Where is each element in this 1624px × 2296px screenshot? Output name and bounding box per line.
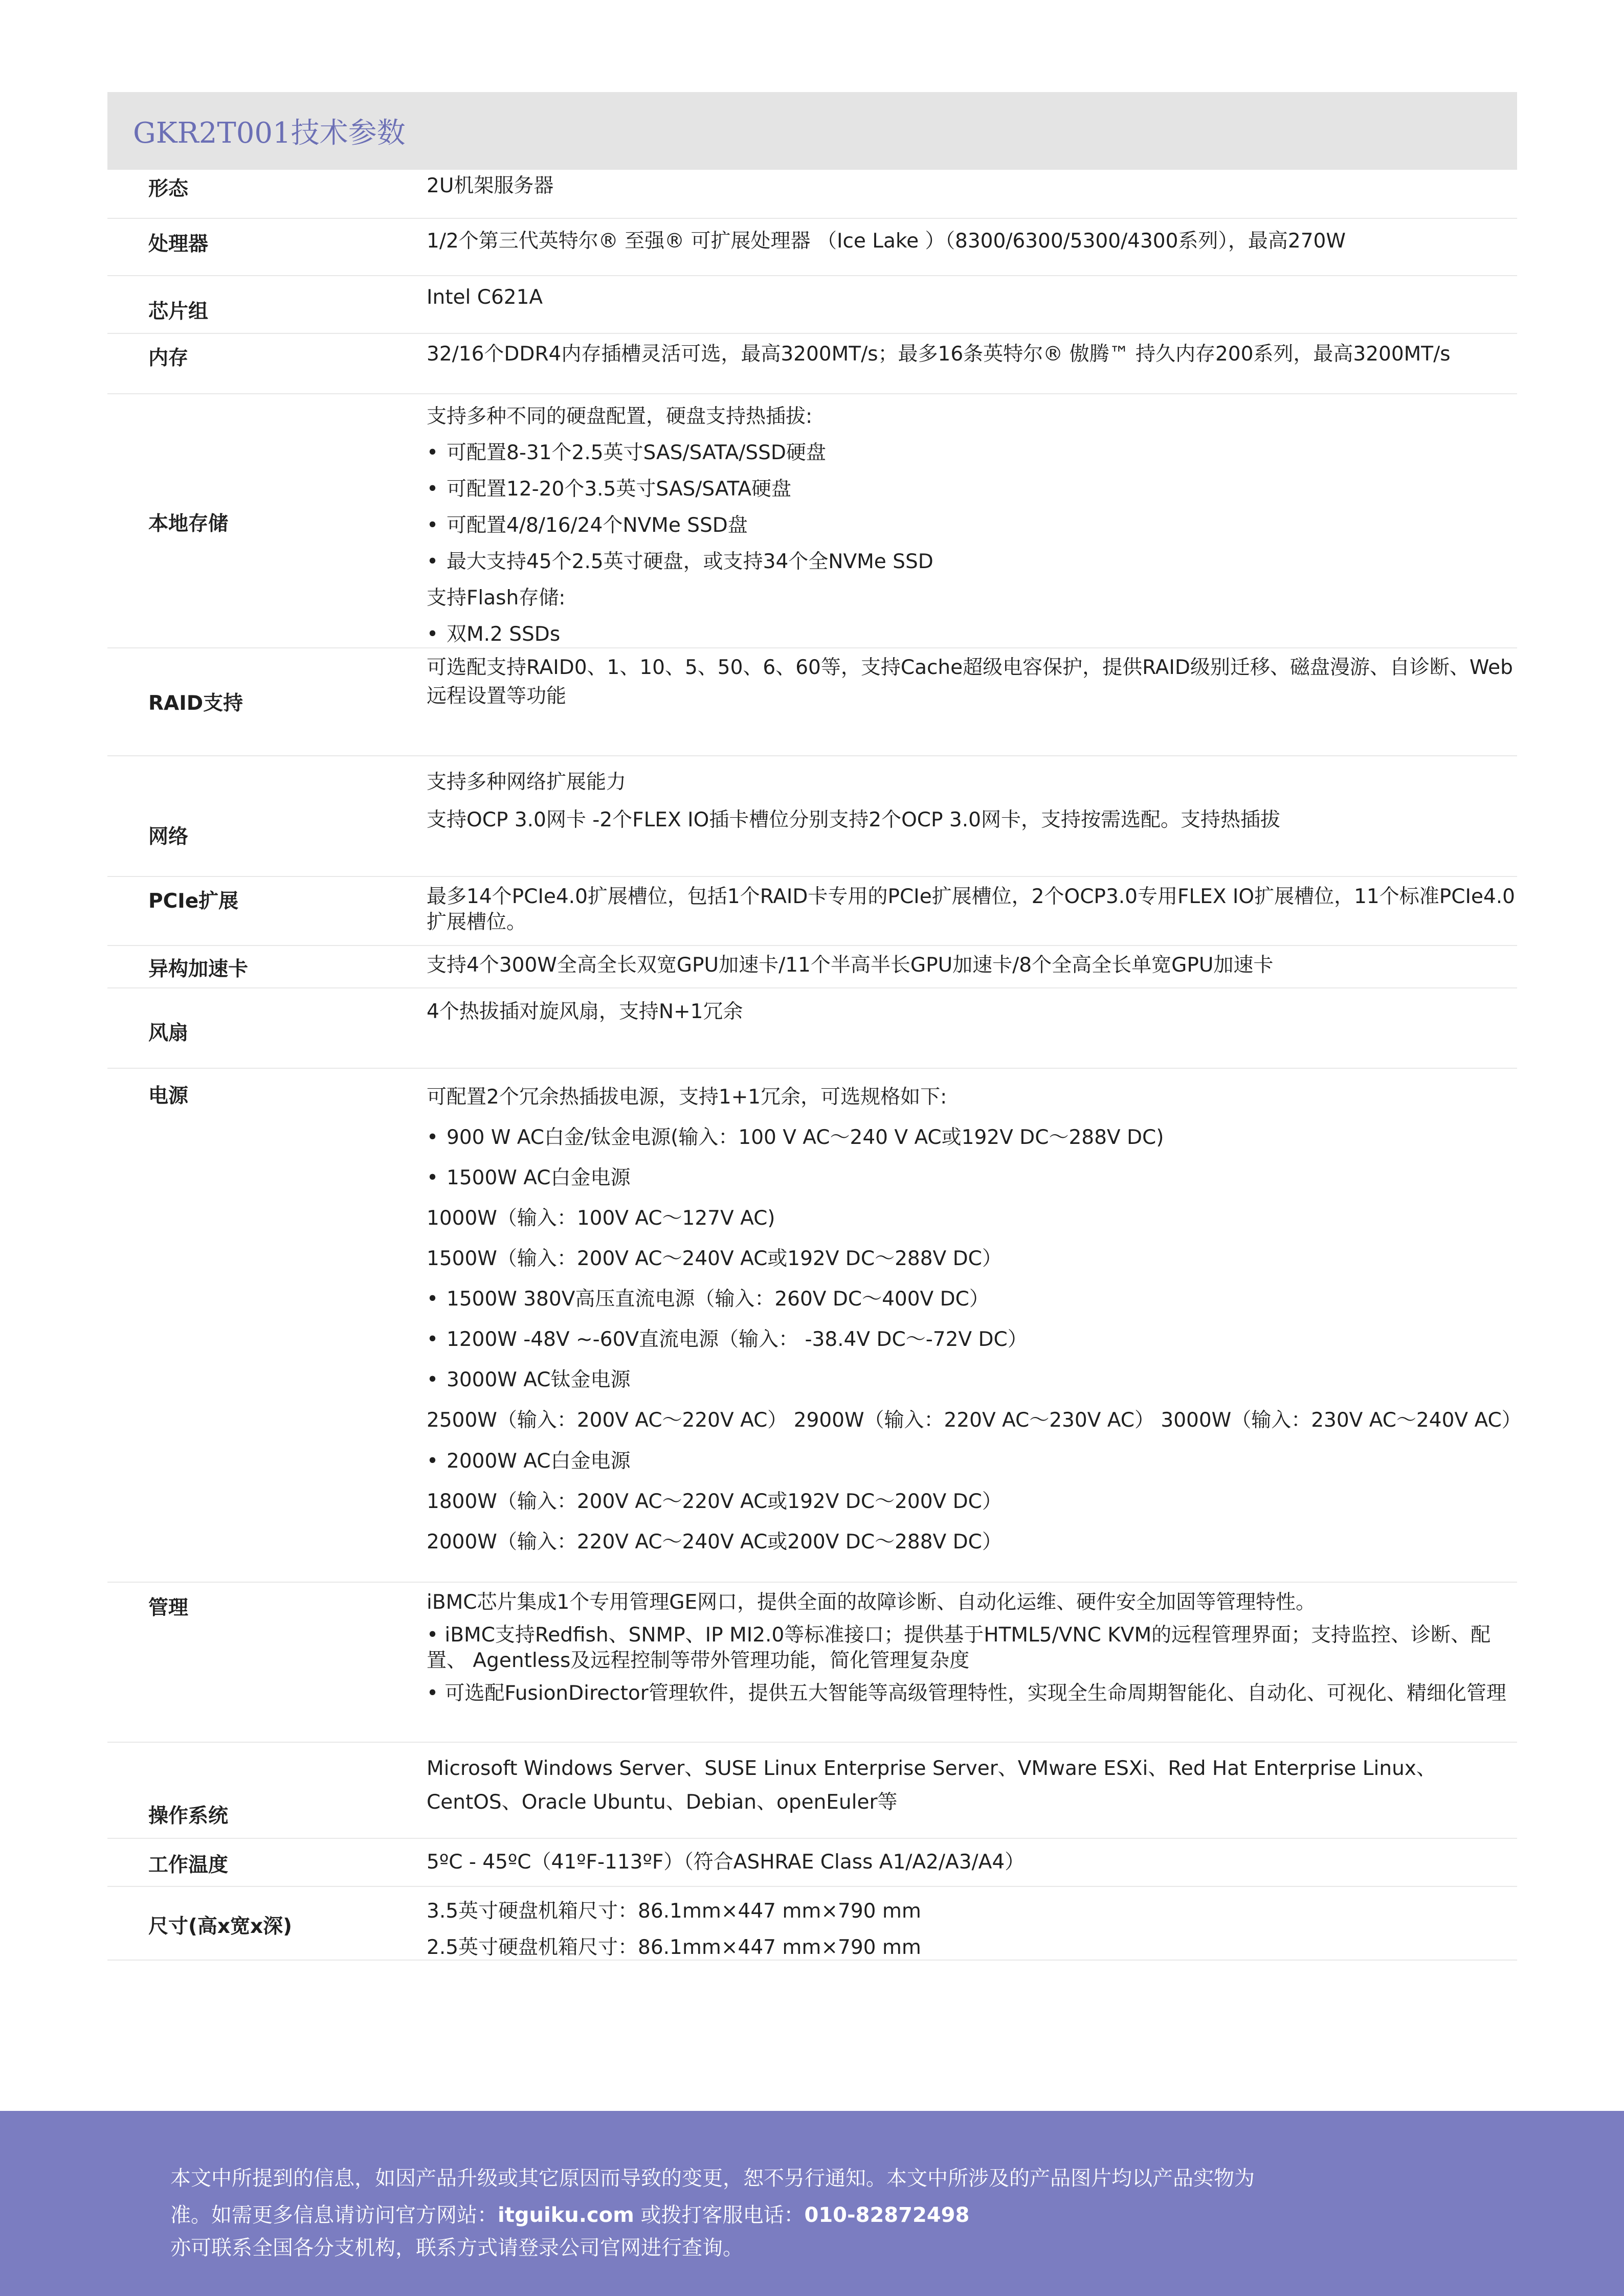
spec-bullet: • 可配置4/8/16/24个NVMe SSD盘 xyxy=(427,507,1517,544)
spec-row-power xyxy=(107,1069,1522,1583)
spec-value xyxy=(427,998,1517,1026)
spec-line: 2U机架服务器 xyxy=(427,174,554,197)
spec-line: Intel C621A xyxy=(427,286,543,309)
spec-line: 可配置2个冗余热插拔电源，支持1+1冗余，可选规格如下: xyxy=(427,1086,947,1109)
footer-contact-prefix: 准。如需更多信息请访问官方网站： xyxy=(170,2203,498,2227)
spec-value xyxy=(427,951,1517,980)
spec-row-storage xyxy=(107,394,1517,648)
spec-row-os xyxy=(107,1743,1517,1839)
spec-row-dimensions xyxy=(107,1887,1517,1961)
spec-line: 32/16个DDR4内存插槽灵活可选，最高3200MT/s；最多16条英特尔® 傲腾™ 持久内存200系列，最高3200MT/s xyxy=(427,343,1451,366)
spec-row-chipset xyxy=(107,276,1517,334)
footer xyxy=(0,2111,1624,2296)
spec-label: 形态 xyxy=(148,177,189,200)
spec-line: 1/2个第三代英特尔® 至强® 可扩展处理器 （Ice Lake ）（8300/6300/5300/4300系列），最高270W xyxy=(427,230,1346,253)
spec-value xyxy=(427,227,1517,256)
spec-label: 电源 xyxy=(148,1085,189,1108)
spec-line: 支持4个300W全高全长双宽GPU加速卡/11个半高半长GPU加速卡/8个全高全长单宽GPU加速卡 xyxy=(427,954,1274,977)
spec-value xyxy=(427,172,1517,200)
spec-value xyxy=(427,763,1517,839)
spec-line: • 可选配FusionDirector管理软件，提供五大智能等高级管理特性，实现全生命周期智能化、自动化、可视化、精细化管理 xyxy=(427,1682,1506,1705)
spec-label: 操作系统 xyxy=(148,1805,229,1828)
spec-row-accelerator xyxy=(107,946,1517,988)
spec-value xyxy=(427,1752,1517,1819)
spec-bullet: • 可配置12-20个3.5英寸SAS/SATA硬盘 xyxy=(427,471,1517,507)
spec-line: Microsoft Windows Server、SUSE Linux Enterprise Server、VMware ESXi、Red Hat Enterprise Linux、CentOS、Oracle Ubuntu、Debian、openEuler等 xyxy=(427,1757,1436,1814)
spec-label: 尺寸(高x宽x深) xyxy=(148,1915,292,1938)
spec-label: 工作温度 xyxy=(148,1854,229,1877)
spec-line: 2.5英寸硬盘机箱尺寸：86.1mm×447 mm×790 mm xyxy=(427,1936,921,1959)
spec-bullet: • 2000W AC白金电源 xyxy=(427,1441,1517,1481)
footer-website-link[interactable]: itguiku.com xyxy=(498,2203,634,2227)
spec-label: 内存 xyxy=(148,347,189,370)
spec-table xyxy=(107,170,1522,1961)
spec-value xyxy=(427,283,1517,312)
footer-disclaimer: 本文中所提到的信息，如因产品升级或其它原因而导致的变更，恕不另行通知。本文中所涉及的产品图片均以产品实物为 xyxy=(170,2167,1255,2190)
spec-line: 2000W（输入：220V AC～240V AC或200V DC～288V DC） xyxy=(427,1530,1002,1554)
spec-row-form-factor xyxy=(107,170,1517,219)
spec-line: • iBMC支持Redfish、SNMP、IP MI2.0等标准接口；提供基于HTML5/VNC KVM的远程管理界面；支持监控、诊断、配置、 Agentless及远程控制等带外管理功能，简化管理复杂度 xyxy=(427,1624,1491,1672)
spec-line: 支持Flash存储: xyxy=(427,587,566,610)
spec-bullet: • 1200W -48V ~-60V直流电源（输入： -38.4V DC～-72V DC） xyxy=(427,1319,1517,1360)
spec-line: 1000W（输入：100V AC～127V AC) xyxy=(427,1207,775,1230)
spec-label: RAID支持 xyxy=(148,692,243,715)
spec-line: 1500W（输入：200V AC～240V AC或192V DC～288V DC） xyxy=(427,1247,1002,1270)
spec-line: 支持多种网络扩展能力 xyxy=(427,771,627,794)
spec-label: 处理器 xyxy=(148,233,209,256)
spec-label: 风扇 xyxy=(148,1022,189,1045)
spec-label: 异构加速卡 xyxy=(148,958,249,981)
spec-bullet: • 900 W AC白金/钛金电源(输入：100 V AC～240 V AC或192V DC～288V DC) xyxy=(427,1117,1517,1158)
spec-bullet: • 1500W 380V高压直流电源（输入：260V DC～400V DC） xyxy=(427,1279,1517,1319)
spec-line: iBMC芯片集成1个专用管理GE网口，提供全面的故障诊断、自动化运维、硬件安全加固等管理特性。 xyxy=(427,1591,1316,1614)
page-title: GKR2T001技术参数 xyxy=(133,117,406,150)
spec-row-network xyxy=(107,756,1517,877)
spec-bullet: • 1500W AC白金电源 xyxy=(427,1158,1517,1198)
spec-value xyxy=(427,1848,1517,1877)
spec-value xyxy=(427,1893,1517,1966)
spec-bullet: • 可配置8-31个2.5英寸SAS/SATA/SSD硬盘 xyxy=(427,435,1517,471)
spec-row-memory xyxy=(107,334,1517,394)
spec-value xyxy=(427,884,1517,935)
spec-line: 最多14个PCIe4.0扩展槽位，包括1个RAID卡专用的PCIe扩展槽位，2个OCP3.0专用FLEX IO扩展槽位，11个标准PCIe4.0扩展槽位。 xyxy=(427,885,1515,934)
spec-label: 本地存储 xyxy=(148,512,229,535)
spec-line: 4个热拔插对旋风扇，支持N+1冗余 xyxy=(427,1000,743,1023)
spec-label: PCIe扩展 xyxy=(148,890,239,913)
spec-value xyxy=(427,340,1517,369)
spec-label: 网络 xyxy=(148,825,189,848)
spec-bullet: • 3000W AC钛金电源 xyxy=(427,1360,1517,1400)
spec-line: 支持OCP 3.0网卡 -2个FLEX IO插卡槽位分别支持2个OCP 3.0网卡，支持按需选配。支持热插拔 xyxy=(427,808,1280,831)
spec-title-bar xyxy=(107,92,1517,170)
spec-row-management xyxy=(107,1583,1517,1743)
spec-value xyxy=(427,398,1517,652)
spec-bullet: • 最大支持45个2.5英寸硬盘，或支持34个全NVMe SSD xyxy=(427,544,1517,580)
spec-line: 支持多种不同的硬盘配置，硬盘支持热插拔: xyxy=(427,405,813,428)
spec-row-processor xyxy=(107,219,1517,276)
spec-value xyxy=(427,1590,1517,1706)
spec-label: 管理 xyxy=(148,1596,189,1619)
spec-line: 2500W（输入：200V AC～220V AC） 2900W（输入：220V AC～230V AC） 3000W（输入：230V AC～240V AC） xyxy=(427,1409,1522,1432)
footer-branches: 亦可联系全国各分支机构，联系方式请登录公司官网进行查询。 xyxy=(170,2236,743,2260)
footer-phone: 010-82872498 xyxy=(804,2203,970,2227)
spec-row-temperature xyxy=(107,1839,1517,1887)
spec-line: 1800W（输入：200V AC～220V AC或192V DC～200V DC） xyxy=(427,1490,1002,1513)
spec-row-fan xyxy=(107,988,1517,1069)
spec-row-raid xyxy=(107,648,1517,756)
footer-contact xyxy=(170,2199,969,2228)
spec-line: 可选配支持RAID0、1、10、5、50、6、60等，支持Cache超级电容保护，提供RAID级别迁移、磁盘漫游、自诊断、Web远程设置等功能 xyxy=(427,656,1513,708)
spec-row-pcie xyxy=(107,877,1517,946)
spec-value xyxy=(427,654,1517,711)
spec-bullet: • 双M.2 SSDs xyxy=(427,616,1517,652)
spec-line: 3.5英寸硬盘机箱尺寸：86.1mm×447 mm×790 mm xyxy=(427,1900,921,1923)
footer-contact-middle: 或拨打客服电话： xyxy=(634,2203,805,2227)
spec-label: 芯片组 xyxy=(148,300,209,323)
spec-line: 5ºC - 45ºC（41ºF-113ºF）（符合ASHRAE Class A1/A2/A3/A4） xyxy=(427,1851,1025,1874)
spec-value xyxy=(427,1077,1522,1562)
